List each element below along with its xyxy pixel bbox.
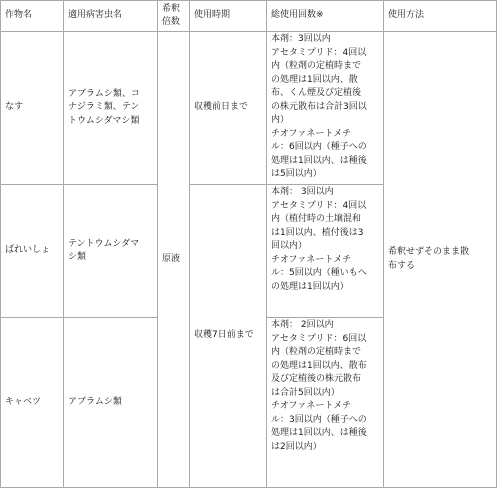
- header-row: [1, 1, 497, 32]
- total-uses-cell: 本剤： 2回以内 アセタミプリド：6回以 内（粒剤の定植時まで の処理は1回以内、散布 及び定植後の株元散布 は合計5回以内） チオファネートメチ ル：3回以内（種子への 処理は1回以内、は種後 は2回以内）: [267, 318, 384, 488]
- header-timing: 使用時期: [190, 1, 267, 32]
- crop-cell: ばれいしょ: [1, 185, 64, 318]
- dilution-cell: 原液: [158, 32, 190, 488]
- header-method: 使用方法: [384, 1, 497, 32]
- header-dilution: 希釈 倍数: [158, 1, 190, 32]
- total-uses-cell: 本剤：3回以内 アセタミプリド：4回以 内（粒剤の定植時まで の処理は1回以内、散 布、くん煙及び定植後 の株元散布は合計3回以 内） チオファネートメチ ル：6回以内（種子への 処理は1回以内、は種後 は5回以内）: [267, 32, 384, 185]
- pest-cell: テントウムシダマ シ類: [64, 185, 158, 318]
- crop-cell: なす: [1, 32, 64, 185]
- header-crop: 作物名: [1, 1, 64, 32]
- header-pest: 適用病害虫名: [64, 1, 158, 32]
- header-total: 総使用回数※: [267, 1, 384, 32]
- pest-cell: アブラムシ類、コ ナジラミ類、テン トウムシダマシ類: [64, 32, 158, 185]
- table-row-eggplant: [1, 32, 497, 185]
- crop-cell: キャベツ: [1, 318, 64, 488]
- timing-cell: 収穫前日まで: [190, 32, 267, 185]
- method-cell: 希釈せずそのまま散 布する: [384, 32, 497, 488]
- total-uses-cell: 本剤： 3回以内 アセタミプリド：4回以 内（植付時の土壌混和 は1回以内、植付後は3 回以内） チオファネートメチ ル：5回以内（種いもへ の処理は1回以内）: [267, 185, 384, 318]
- timing-cell: 収穫7日前まで: [190, 185, 267, 488]
- pest-cell: アブラムシ類: [64, 318, 158, 488]
